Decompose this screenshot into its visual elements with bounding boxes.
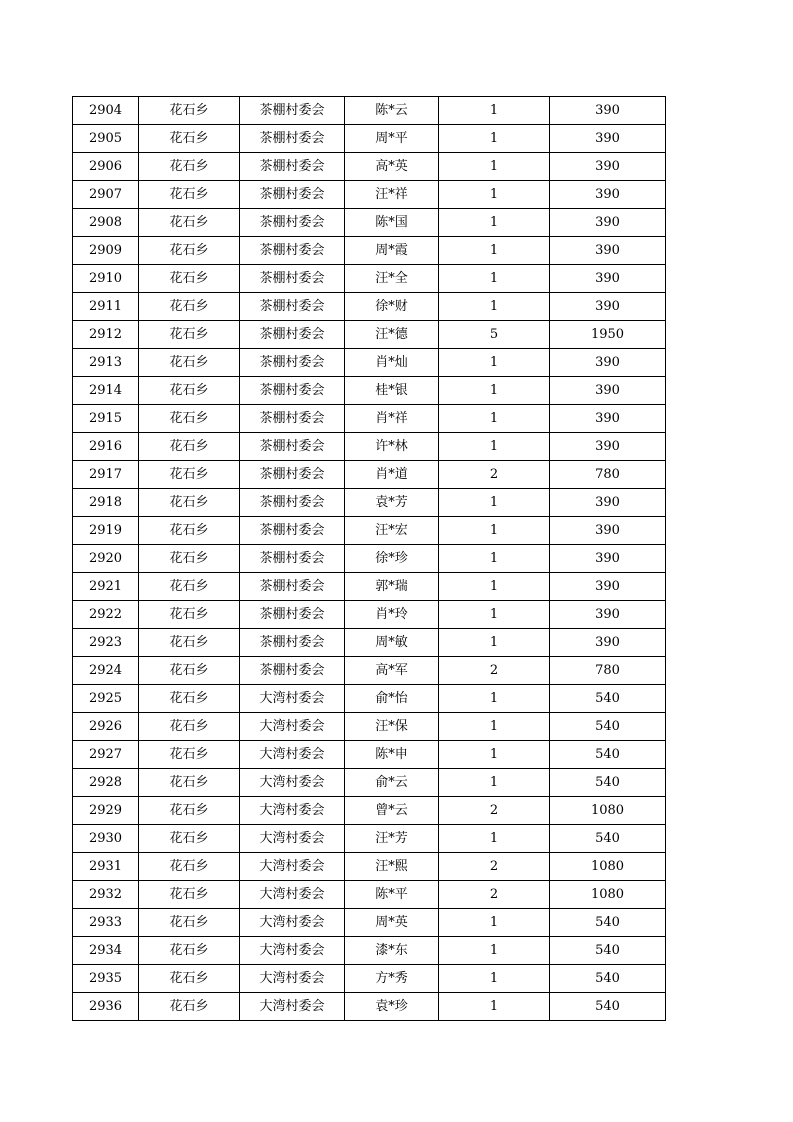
table-row (73, 937, 666, 965)
name-cell: 周*平 (345, 125, 439, 153)
village-committee-cell: 茶棚村委会 (240, 545, 345, 573)
village-committee-cell: 茶棚村委会 (240, 181, 345, 209)
village-committee-cell: 茶棚村委会 (240, 97, 345, 125)
name-cell: 周*英 (345, 909, 439, 937)
name-cell: 俞*云 (345, 769, 439, 797)
table-row (73, 601, 666, 629)
village-committee-cell: 茶棚村委会 (240, 433, 345, 461)
amount-cell: 1080 (550, 881, 666, 909)
row-number-cell: 2935 (73, 965, 139, 993)
row-number-cell: 2931 (73, 853, 139, 881)
row-number-cell: 2904 (73, 97, 139, 125)
name-cell: 郭*瑞 (345, 573, 439, 601)
table-row (73, 797, 666, 825)
table-row (73, 993, 666, 1021)
name-cell: 汪*祥 (345, 181, 439, 209)
person-count-cell: 2 (439, 881, 550, 909)
row-number-cell: 2920 (73, 545, 139, 573)
name-cell: 高*英 (345, 153, 439, 181)
row-number-cell: 2928 (73, 769, 139, 797)
table-row (73, 517, 666, 545)
village-committee-cell: 茶棚村委会 (240, 601, 345, 629)
township-cell: 花石乡 (139, 629, 240, 657)
amount-cell: 390 (550, 377, 666, 405)
row-number-cell: 2925 (73, 685, 139, 713)
amount-cell: 390 (550, 293, 666, 321)
row-number-cell: 2911 (73, 293, 139, 321)
village-committee-cell: 茶棚村委会 (240, 321, 345, 349)
row-number-cell: 2927 (73, 741, 139, 769)
roster-table (72, 96, 666, 1021)
person-count-cell: 1 (439, 685, 550, 713)
village-committee-cell: 茶棚村委会 (240, 517, 345, 545)
row-number-cell: 2932 (73, 881, 139, 909)
amount-cell: 1080 (550, 797, 666, 825)
township-cell: 花石乡 (139, 853, 240, 881)
row-number-cell: 2919 (73, 517, 139, 545)
table-row (73, 265, 666, 293)
village-committee-cell: 大湾村委会 (240, 909, 345, 937)
table-row (73, 713, 666, 741)
amount-cell: 390 (550, 209, 666, 237)
village-committee-cell: 茶棚村委会 (240, 125, 345, 153)
table-row (73, 237, 666, 265)
village-committee-cell: 大湾村委会 (240, 993, 345, 1021)
name-cell: 汪*芳 (345, 825, 439, 853)
row-number-cell: 2921 (73, 573, 139, 601)
table-row (73, 909, 666, 937)
amount-cell: 390 (550, 97, 666, 125)
village-committee-cell: 茶棚村委会 (240, 377, 345, 405)
township-cell: 花石乡 (139, 433, 240, 461)
table-row (73, 741, 666, 769)
person-count-cell: 1 (439, 237, 550, 265)
person-count-cell: 2 (439, 657, 550, 685)
name-cell: 陈*云 (345, 97, 439, 125)
township-cell: 花石乡 (139, 965, 240, 993)
township-cell: 花石乡 (139, 181, 240, 209)
name-cell: 汪*宏 (345, 517, 439, 545)
township-cell: 花石乡 (139, 741, 240, 769)
township-cell: 花石乡 (139, 265, 240, 293)
amount-cell: 390 (550, 405, 666, 433)
table-row (73, 321, 666, 349)
township-cell: 花石乡 (139, 405, 240, 433)
name-cell: 肖*玲 (345, 601, 439, 629)
table-row (73, 97, 666, 125)
township-cell: 花石乡 (139, 601, 240, 629)
person-count-cell: 1 (439, 349, 550, 377)
row-number-cell: 2918 (73, 489, 139, 517)
village-committee-cell: 茶棚村委会 (240, 461, 345, 489)
name-cell: 方*秀 (345, 965, 439, 993)
table-row (73, 853, 666, 881)
name-cell: 许*林 (345, 433, 439, 461)
township-cell: 花石乡 (139, 685, 240, 713)
township-cell: 花石乡 (139, 209, 240, 237)
person-count-cell: 1 (439, 965, 550, 993)
table-row (73, 965, 666, 993)
amount-cell: 1080 (550, 853, 666, 881)
name-cell: 肖*灿 (345, 349, 439, 377)
table-row (73, 685, 666, 713)
table-row (73, 489, 666, 517)
township-cell: 花石乡 (139, 713, 240, 741)
person-count-cell: 1 (439, 741, 550, 769)
name-cell: 陈*国 (345, 209, 439, 237)
township-cell: 花石乡 (139, 909, 240, 937)
person-count-cell: 5 (439, 321, 550, 349)
village-committee-cell: 大湾村委会 (240, 853, 345, 881)
village-committee-cell: 大湾村委会 (240, 937, 345, 965)
table-row (73, 629, 666, 657)
row-number-cell: 2923 (73, 629, 139, 657)
table-row (73, 349, 666, 377)
table-row (73, 657, 666, 685)
village-committee-cell: 茶棚村委会 (240, 349, 345, 377)
person-count-cell: 1 (439, 825, 550, 853)
person-count-cell: 1 (439, 573, 550, 601)
row-number-cell: 2929 (73, 797, 139, 825)
person-count-cell: 1 (439, 517, 550, 545)
row-number-cell: 2936 (73, 993, 139, 1021)
row-number-cell: 2926 (73, 713, 139, 741)
amount-cell: 390 (550, 237, 666, 265)
person-count-cell: 1 (439, 97, 550, 125)
township-cell: 花石乡 (139, 657, 240, 685)
village-committee-cell: 大湾村委会 (240, 713, 345, 741)
village-committee-cell: 大湾村委会 (240, 769, 345, 797)
village-committee-cell: 大湾村委会 (240, 797, 345, 825)
person-count-cell: 2 (439, 461, 550, 489)
amount-cell: 540 (550, 769, 666, 797)
row-number-cell: 2934 (73, 937, 139, 965)
row-number-cell: 2924 (73, 657, 139, 685)
table-row (73, 825, 666, 853)
person-count-cell: 1 (439, 265, 550, 293)
table-row (73, 153, 666, 181)
township-cell: 花石乡 (139, 461, 240, 489)
name-cell: 汪*德 (345, 321, 439, 349)
amount-cell: 390 (550, 125, 666, 153)
name-cell: 肖*道 (345, 461, 439, 489)
person-count-cell: 1 (439, 769, 550, 797)
amount-cell: 1950 (550, 321, 666, 349)
township-cell: 花石乡 (139, 797, 240, 825)
village-committee-cell: 茶棚村委会 (240, 237, 345, 265)
amount-cell: 390 (550, 601, 666, 629)
name-cell: 徐*财 (345, 293, 439, 321)
table-row (73, 881, 666, 909)
township-cell: 花石乡 (139, 153, 240, 181)
person-count-cell: 1 (439, 909, 550, 937)
roster-table-body (73, 97, 666, 1021)
village-committee-cell: 茶棚村委会 (240, 629, 345, 657)
person-count-cell: 1 (439, 993, 550, 1021)
amount-cell: 540 (550, 909, 666, 937)
name-cell: 汪*全 (345, 265, 439, 293)
row-number-cell: 2912 (73, 321, 139, 349)
table-row (73, 405, 666, 433)
village-committee-cell: 茶棚村委会 (240, 265, 345, 293)
row-number-cell: 2915 (73, 405, 139, 433)
table-row (73, 461, 666, 489)
table-row (73, 545, 666, 573)
row-number-cell: 2906 (73, 153, 139, 181)
village-committee-cell: 茶棚村委会 (240, 209, 345, 237)
person-count-cell: 1 (439, 629, 550, 657)
name-cell: 袁*珍 (345, 993, 439, 1021)
amount-cell: 540 (550, 937, 666, 965)
person-count-cell: 1 (439, 937, 550, 965)
amount-cell: 390 (550, 349, 666, 377)
table-row (73, 433, 666, 461)
person-count-cell: 2 (439, 797, 550, 825)
table-row (73, 293, 666, 321)
person-count-cell: 1 (439, 405, 550, 433)
person-count-cell: 2 (439, 853, 550, 881)
township-cell: 花石乡 (139, 349, 240, 377)
name-cell: 袁*芳 (345, 489, 439, 517)
township-cell: 花石乡 (139, 377, 240, 405)
name-cell: 徐*珍 (345, 545, 439, 573)
table-row (73, 769, 666, 797)
amount-cell: 540 (550, 685, 666, 713)
person-count-cell: 1 (439, 377, 550, 405)
person-count-cell: 1 (439, 181, 550, 209)
township-cell: 花石乡 (139, 97, 240, 125)
table-row (73, 209, 666, 237)
township-cell: 花石乡 (139, 825, 240, 853)
township-cell: 花石乡 (139, 769, 240, 797)
name-cell: 俞*怡 (345, 685, 439, 713)
row-number-cell: 2910 (73, 265, 139, 293)
amount-cell: 390 (550, 573, 666, 601)
person-count-cell: 1 (439, 153, 550, 181)
village-committee-cell: 大湾村委会 (240, 825, 345, 853)
name-cell: 陈*申 (345, 741, 439, 769)
row-number-cell: 2905 (73, 125, 139, 153)
name-cell: 曾*云 (345, 797, 439, 825)
table-row (73, 573, 666, 601)
amount-cell: 540 (550, 825, 666, 853)
village-committee-cell: 大湾村委会 (240, 881, 345, 909)
amount-cell: 780 (550, 461, 666, 489)
village-committee-cell: 茶棚村委会 (240, 293, 345, 321)
amount-cell: 540 (550, 713, 666, 741)
amount-cell: 780 (550, 657, 666, 685)
name-cell: 汪*保 (345, 713, 439, 741)
township-cell: 花石乡 (139, 517, 240, 545)
township-cell: 花石乡 (139, 881, 240, 909)
row-number-cell: 2916 (73, 433, 139, 461)
row-number-cell: 2930 (73, 825, 139, 853)
township-cell: 花石乡 (139, 937, 240, 965)
township-cell: 花石乡 (139, 545, 240, 573)
amount-cell: 390 (550, 433, 666, 461)
amount-cell: 390 (550, 629, 666, 657)
name-cell: 周*敏 (345, 629, 439, 657)
township-cell: 花石乡 (139, 125, 240, 153)
person-count-cell: 1 (439, 601, 550, 629)
person-count-cell: 1 (439, 713, 550, 741)
amount-cell: 390 (550, 545, 666, 573)
amount-cell: 390 (550, 517, 666, 545)
township-cell: 花石乡 (139, 573, 240, 601)
row-number-cell: 2907 (73, 181, 139, 209)
name-cell: 陈*平 (345, 881, 439, 909)
name-cell: 周*霞 (345, 237, 439, 265)
amount-cell: 540 (550, 741, 666, 769)
row-number-cell: 2917 (73, 461, 139, 489)
amount-cell: 540 (550, 965, 666, 993)
village-committee-cell: 茶棚村委会 (240, 153, 345, 181)
name-cell: 漆*东 (345, 937, 439, 965)
amount-cell: 390 (550, 153, 666, 181)
township-cell: 花石乡 (139, 321, 240, 349)
row-number-cell: 2913 (73, 349, 139, 377)
name-cell: 汪*熙 (345, 853, 439, 881)
row-number-cell: 2914 (73, 377, 139, 405)
row-number-cell: 2909 (73, 237, 139, 265)
name-cell: 高*军 (345, 657, 439, 685)
person-count-cell: 1 (439, 293, 550, 321)
table-row (73, 377, 666, 405)
village-committee-cell: 茶棚村委会 (240, 405, 345, 433)
village-committee-cell: 大湾村委会 (240, 965, 345, 993)
name-cell: 桂*银 (345, 377, 439, 405)
row-number-cell: 2908 (73, 209, 139, 237)
row-number-cell: 2922 (73, 601, 139, 629)
person-count-cell: 1 (439, 209, 550, 237)
township-cell: 花石乡 (139, 293, 240, 321)
name-cell: 肖*祥 (345, 405, 439, 433)
row-number-cell: 2933 (73, 909, 139, 937)
township-cell: 花石乡 (139, 489, 240, 517)
amount-cell: 390 (550, 489, 666, 517)
village-committee-cell: 茶棚村委会 (240, 573, 345, 601)
township-cell: 花石乡 (139, 993, 240, 1021)
amount-cell: 390 (550, 265, 666, 293)
person-count-cell: 1 (439, 433, 550, 461)
amount-cell: 540 (550, 993, 666, 1021)
person-count-cell: 1 (439, 125, 550, 153)
village-committee-cell: 茶棚村委会 (240, 657, 345, 685)
village-committee-cell: 大湾村委会 (240, 685, 345, 713)
village-committee-cell: 茶棚村委会 (240, 489, 345, 517)
township-cell: 花石乡 (139, 237, 240, 265)
table-row (73, 181, 666, 209)
table-row (73, 125, 666, 153)
village-committee-cell: 大湾村委会 (240, 741, 345, 769)
person-count-cell: 1 (439, 545, 550, 573)
person-count-cell: 1 (439, 489, 550, 517)
amount-cell: 390 (550, 181, 666, 209)
